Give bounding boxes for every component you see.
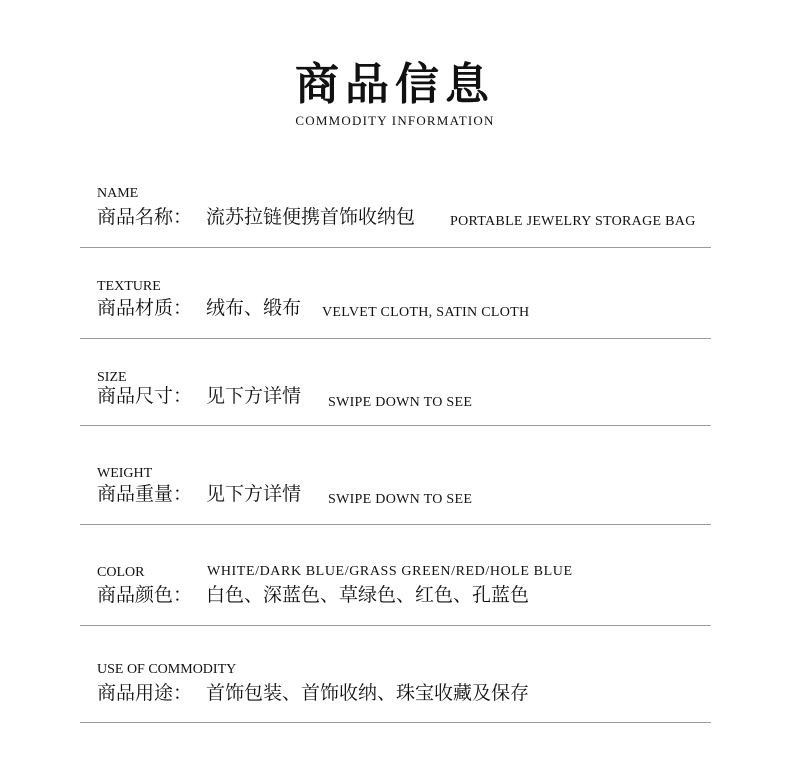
row-cn-value: 白色、深蓝色、草绿色、红色、孔蓝色 [206,584,530,606]
row-en-value: PORTABLE JEWELRY STORAGE BAG [450,214,696,229]
row-en-label: TEXTURE [97,279,161,294]
row-cn-label: 商品用途： [97,682,193,704]
info-row-weight [80,464,711,525]
row-en-label: WEIGHT [97,466,153,481]
row-cn-label: 商品名称： [97,206,193,228]
row-cn-label: 商品重量： [97,483,193,505]
row-cn-value: 流苏拉链便携首饰收纳包 [206,206,416,228]
row-en-value: WHITE/DARK BLUE/GRASS GREEN/RED/HOLE BLUE [207,564,573,579]
row-cn-label: 商品尺寸： [97,385,193,407]
row-en-value: SWIPE DOWN TO SEE [328,492,473,507]
row-cn-value: 首饰包装、首饰收纳、珠宝收藏及保存 [206,682,530,704]
row-en-label: NAME [97,186,139,201]
page-title: 商品信息 [295,59,495,110]
row-cn-label: 商品材质： [97,297,193,319]
row-cn-value: 见下方详情 [206,385,302,407]
info-row-name [80,184,711,248]
row-cn-value: 见下方详情 [206,483,302,505]
page-subtitle: COMMODITY INFORMATION [295,113,495,128]
info-row-color [80,563,711,626]
row-en-value: VELVET CLOTH, SATIN CLOTH [322,305,530,320]
row-cn-label: 商品颜色： [97,584,193,606]
info-row-texture [80,277,711,339]
row-en-label: COLOR [97,565,145,580]
row-en-value: SWIPE DOWN TO SEE [328,395,473,410]
row-cn-value: 绒布、缎布 [206,297,302,319]
info-row-size [80,368,711,426]
row-en-label: USE OF COMMODITY [97,662,237,677]
row-en-label: SIZE [97,370,127,385]
info-row-use [80,660,711,723]
